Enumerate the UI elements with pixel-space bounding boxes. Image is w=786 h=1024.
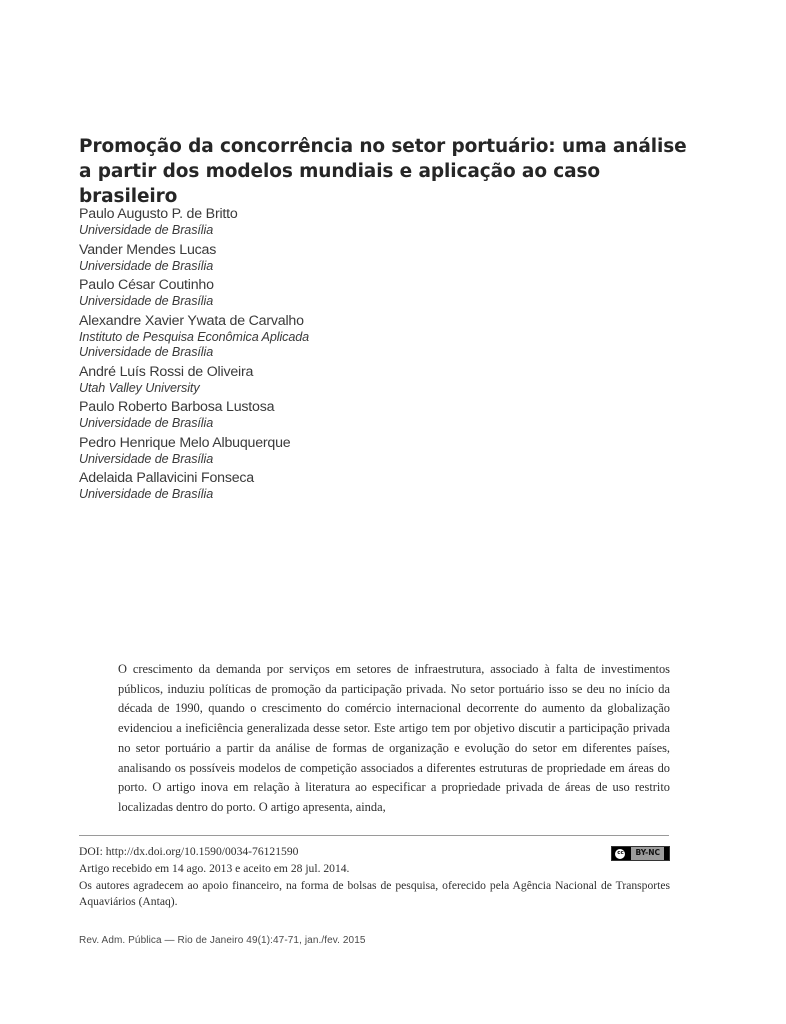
author-name: Paulo César Coutinho <box>79 277 214 293</box>
author-entry <box>79 277 679 310</box>
author-entry <box>79 470 679 503</box>
author-affiliation: Universidade de Brasília <box>79 345 214 359</box>
author-affiliation: Utah Valley University <box>79 380 200 395</box>
author-name: Paulo Roberto Barbosa Lustosa <box>79 399 275 415</box>
creative-commons-icon: cc <box>614 848 626 860</box>
author-affiliation: Universidade de Brasília <box>79 487 214 501</box>
author-affiliation: Universidade de Brasília <box>79 451 214 466</box>
license-label: BY-NC <box>631 847 664 860</box>
author-entry <box>79 435 679 468</box>
author-entry <box>79 313 679 361</box>
author-name: Adelaida Pallavicini Fonseca <box>79 470 254 486</box>
author-name: Alexandre Xavier Ywata de Carvalho <box>79 312 304 329</box>
running-footer: Rev. Adm. Pública — Rio de Janeiro 49(1):47-71, jan./fev. 2015 <box>79 935 366 946</box>
article-notes <box>79 843 670 911</box>
doi-row <box>79 843 670 861</box>
author-name: Paulo Augusto P. de Britto <box>79 206 238 222</box>
abstract-text: O crescimento da demanda por serviços em setores de infraestrutura, associado à falta de investimentos públicos, induziu políticas de promoção da participação privada. No setor portuário isso se deu no início da década de 1990, quando o crescimento do comércio internacional decorrente do aumento da globalização evidenciou a ineficiência generalizada desse setor. Este artigo tem por objetivo discutir a participação privada no setor portuário a partir da análise de formas de organização e evolução do setor em diferentes países, analisando os possíveis modelos de competição associados a diferentes estruturas de propriedade em áreas do porto. O artigo inova em relação à literatura ao especificar a propriedade privada de áreas de uso restrito localizadas dentro do porto. O artigo apresenta, ainda, <box>118 662 670 814</box>
acknowledgement-note: Os autores agradecem ao apoio financeiro, na forma de bolsas de pesquisa, oferecido pela Agência Nacional de Transportes Aquaviários (Antaq). <box>79 878 670 908</box>
author-entry <box>79 206 679 239</box>
author-affiliation: Universidade de Brasília <box>79 258 214 273</box>
doi-link[interactable]: DOI: http://dx.doi.org/10.1590/0034-76121590 <box>79 844 299 858</box>
author-entry <box>79 242 679 275</box>
author-name: André Luís Rossi de Oliveira <box>79 363 254 380</box>
author-name: Pedro Henrique Melo Albuquerque <box>79 434 291 451</box>
author-affiliation: Universidade de Brasília <box>79 416 214 430</box>
author-entry <box>79 364 679 397</box>
notes-divider <box>79 835 669 836</box>
author-affiliation: Universidade de Brasília <box>79 294 214 308</box>
author-affiliation: Instituto de Pesquisa Econômica Aplicada <box>79 329 310 344</box>
author-name: Vander Mendes Lucas <box>79 241 217 258</box>
author-affiliation: Universidade de Brasília <box>79 223 214 237</box>
received-note: Artigo recebido em 14 ago. 2013 e aceito em 28 jul. 2014. <box>79 862 350 875</box>
license-badge[interactable] <box>611 846 670 861</box>
page-title: Promoção da concorrência no setor portuário: uma análise a partir dos modelos mundiais e aplicação ao caso brasileiro <box>79 136 687 207</box>
author-entry <box>79 399 679 432</box>
author-list <box>79 206 679 506</box>
